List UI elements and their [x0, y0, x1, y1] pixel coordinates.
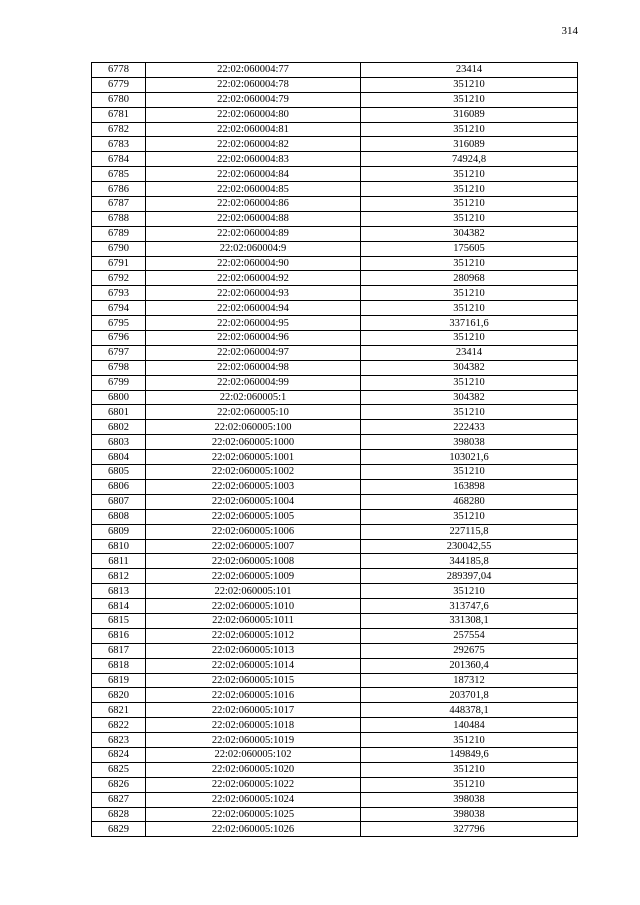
- table-row: [92, 599, 578, 614]
- value-cell: 187312: [361, 673, 578, 688]
- row-number-cell: 6782: [92, 122, 146, 137]
- row-number-cell: 6819: [92, 673, 146, 688]
- cadastral-number-cell: 22:02:060005:1009: [146, 569, 361, 584]
- table-row: [92, 420, 578, 435]
- table-row: [92, 122, 578, 137]
- row-number-cell: 6800: [92, 390, 146, 405]
- row-number-cell: 6827: [92, 792, 146, 807]
- value-cell: 351210: [361, 465, 578, 480]
- value-cell: 351210: [361, 762, 578, 777]
- row-number-cell: 6807: [92, 494, 146, 509]
- row-number-cell: 6817: [92, 643, 146, 658]
- cadastral-number-cell: 22:02:060005:1005: [146, 509, 361, 524]
- value-cell: 331308,1: [361, 613, 578, 628]
- row-number-cell: 6780: [92, 92, 146, 107]
- cadastral-number-cell: 22:02:060005:1014: [146, 658, 361, 673]
- row-number-cell: 6798: [92, 360, 146, 375]
- value-cell: 23414: [361, 63, 578, 78]
- row-number-cell: 6793: [92, 286, 146, 301]
- cadastral-number-cell: 22:02:060004:96: [146, 331, 361, 346]
- value-cell: 140484: [361, 718, 578, 733]
- table-row: [92, 673, 578, 688]
- table-row: [92, 762, 578, 777]
- value-cell: 103021,6: [361, 450, 578, 465]
- value-cell: 351210: [361, 122, 578, 137]
- cadastral-number-cell: 22:02:060005:1: [146, 390, 361, 405]
- value-cell: 351210: [361, 256, 578, 271]
- table-row: [92, 256, 578, 271]
- row-number-cell: 6825: [92, 762, 146, 777]
- table-row: [92, 77, 578, 92]
- row-number-cell: 6826: [92, 777, 146, 792]
- row-number-cell: 6802: [92, 420, 146, 435]
- cadastral-number-cell: 22:02:060005:1011: [146, 613, 361, 628]
- table-row: [92, 182, 578, 197]
- value-cell: 351210: [361, 405, 578, 420]
- cadastral-number-cell: 22:02:060004:85: [146, 182, 361, 197]
- cadastral-number-cell: 22:02:060005:1012: [146, 628, 361, 643]
- table-row: [92, 360, 578, 375]
- value-cell: 175605: [361, 241, 578, 256]
- cadastral-number-cell: 22:02:060005:1026: [146, 822, 361, 837]
- row-number-cell: 6823: [92, 733, 146, 748]
- cadastral-number-cell: 22:02:060005:1018: [146, 718, 361, 733]
- value-cell: 351210: [361, 182, 578, 197]
- table-row: [92, 167, 578, 182]
- row-number-cell: 6804: [92, 450, 146, 465]
- table-row: [92, 63, 578, 78]
- table-row: [92, 331, 578, 346]
- row-number-cell: 6818: [92, 658, 146, 673]
- row-number-cell: 6783: [92, 137, 146, 152]
- table-row: [92, 226, 578, 241]
- value-cell: 257554: [361, 628, 578, 643]
- cadastral-number-cell: 22:02:060005:1004: [146, 494, 361, 509]
- row-number-cell: 6822: [92, 718, 146, 733]
- table-row: [92, 405, 578, 420]
- table-row: [92, 747, 578, 762]
- table-row: [92, 390, 578, 405]
- cadastral-number-cell: 22:02:060005:10: [146, 405, 361, 420]
- table-row: [92, 435, 578, 450]
- row-number-cell: 6811: [92, 554, 146, 569]
- table-row: [92, 494, 578, 509]
- table-row: [92, 92, 578, 107]
- table-row: [92, 152, 578, 167]
- cadastral-number-cell: 22:02:060005:1013: [146, 643, 361, 658]
- row-number-cell: 6797: [92, 345, 146, 360]
- value-cell: 230042,55: [361, 539, 578, 554]
- value-cell: 351210: [361, 286, 578, 301]
- cadastral-number-cell: 22:02:060004:79: [146, 92, 361, 107]
- value-cell: 292675: [361, 643, 578, 658]
- row-number-cell: 6787: [92, 197, 146, 212]
- cadastral-number-cell: 22:02:060005:1007: [146, 539, 361, 554]
- row-number-cell: 6829: [92, 822, 146, 837]
- cadastral-number-cell: 22:02:060005:1010: [146, 599, 361, 614]
- row-number-cell: 6779: [92, 77, 146, 92]
- cadastral-number-cell: 22:02:060004:80: [146, 107, 361, 122]
- cadastral-number-cell: 22:02:060005:1016: [146, 688, 361, 703]
- row-number-cell: 6794: [92, 301, 146, 316]
- table-body: [92, 63, 578, 837]
- value-cell: 313747,6: [361, 599, 578, 614]
- row-number-cell: 6820: [92, 688, 146, 703]
- value-cell: 304382: [361, 360, 578, 375]
- cadastral-number-cell: 22:02:060005:1006: [146, 524, 361, 539]
- cadastral-number-cell: 22:02:060005:1015: [146, 673, 361, 688]
- cadastral-number-cell: 22:02:060004:98: [146, 360, 361, 375]
- table-row: [92, 628, 578, 643]
- table-row: [92, 137, 578, 152]
- table-row: [92, 241, 578, 256]
- value-cell: 351210: [361, 375, 578, 390]
- table-row: [92, 286, 578, 301]
- value-cell: 337161,6: [361, 316, 578, 331]
- value-cell: 351210: [361, 211, 578, 226]
- row-number-cell: 6790: [92, 241, 146, 256]
- cadastral-number-cell: 22:02:060004:9: [146, 241, 361, 256]
- table-row: [92, 613, 578, 628]
- value-cell: 316089: [361, 137, 578, 152]
- value-cell: 351210: [361, 509, 578, 524]
- row-number-cell: 6816: [92, 628, 146, 643]
- value-cell: 316089: [361, 107, 578, 122]
- value-cell: 163898: [361, 479, 578, 494]
- cadastral-number-cell: 22:02:060004:81: [146, 122, 361, 137]
- cadastral-number-cell: 22:02:060004:84: [146, 167, 361, 182]
- row-number-cell: 6785: [92, 167, 146, 182]
- cadastral-number-cell: 22:02:060004:89: [146, 226, 361, 241]
- table-row: [92, 316, 578, 331]
- table-row: [92, 524, 578, 539]
- cadastral-number-cell: 22:02:060005:102: [146, 747, 361, 762]
- row-number-cell: 6803: [92, 435, 146, 450]
- row-number-cell: 6824: [92, 747, 146, 762]
- cadastral-number-cell: 22:02:060005:1024: [146, 792, 361, 807]
- cadastral-number-cell: 22:02:060004:82: [146, 137, 361, 152]
- cadastral-number-cell: 22:02:060005:1020: [146, 762, 361, 777]
- cadastral-number-cell: 22:02:060004:99: [146, 375, 361, 390]
- table-row: [92, 643, 578, 658]
- value-cell: 327796: [361, 822, 578, 837]
- value-cell: 201360,4: [361, 658, 578, 673]
- row-number-cell: 6781: [92, 107, 146, 122]
- value-cell: 351210: [361, 777, 578, 792]
- table-row: [92, 569, 578, 584]
- table-row: [92, 658, 578, 673]
- row-number-cell: 6821: [92, 703, 146, 718]
- cadastral-number-cell: 22:02:060005:1003: [146, 479, 361, 494]
- table-row: [92, 509, 578, 524]
- value-cell: 227115,8: [361, 524, 578, 539]
- cadastral-number-cell: 22:02:060005:1008: [146, 554, 361, 569]
- value-cell: 351210: [361, 733, 578, 748]
- cadastral-number-cell: 22:02:060005:1002: [146, 465, 361, 480]
- row-number-cell: 6778: [92, 63, 146, 78]
- value-cell: 398038: [361, 792, 578, 807]
- row-number-cell: 6814: [92, 599, 146, 614]
- value-cell: 351210: [361, 301, 578, 316]
- row-number-cell: 6812: [92, 569, 146, 584]
- cadastral-number-cell: 22:02:060005:101: [146, 584, 361, 599]
- table-row: [92, 733, 578, 748]
- row-number-cell: 6806: [92, 479, 146, 494]
- table-row: [92, 479, 578, 494]
- table-row: [92, 539, 578, 554]
- table-row: [92, 465, 578, 480]
- cadastral-number-cell: 22:02:060004:94: [146, 301, 361, 316]
- value-cell: 23414: [361, 345, 578, 360]
- value-cell: 149849,6: [361, 747, 578, 762]
- cadastral-number-cell: 22:02:060005:1001: [146, 450, 361, 465]
- value-cell: 344185,8: [361, 554, 578, 569]
- value-cell: 398038: [361, 807, 578, 822]
- cadastral-number-cell: 22:02:060005:1022: [146, 777, 361, 792]
- table-row: [92, 450, 578, 465]
- cadastral-number-cell: 22:02:060004:88: [146, 211, 361, 226]
- value-cell: 351210: [361, 584, 578, 599]
- cadastral-number-cell: 22:02:060005:1000: [146, 435, 361, 450]
- table-row: [92, 777, 578, 792]
- row-number-cell: 6789: [92, 226, 146, 241]
- cadastral-number-cell: 22:02:060004:83: [146, 152, 361, 167]
- cadastral-number-cell: 22:02:060005:1017: [146, 703, 361, 718]
- page-number: 314: [561, 25, 578, 37]
- cadastral-number-cell: 22:02:060004:78: [146, 77, 361, 92]
- row-number-cell: 6808: [92, 509, 146, 524]
- cadastral-number-cell: 22:02:060004:93: [146, 286, 361, 301]
- table-row: [92, 375, 578, 390]
- table-row: [92, 822, 578, 837]
- value-cell: 398038: [361, 435, 578, 450]
- cadastral-number-cell: 22:02:060005:1025: [146, 807, 361, 822]
- cadastral-number-cell: 22:02:060004:95: [146, 316, 361, 331]
- cadastral-number-cell: 22:02:060004:97: [146, 345, 361, 360]
- row-number-cell: 6796: [92, 331, 146, 346]
- row-number-cell: 6784: [92, 152, 146, 167]
- row-number-cell: 6792: [92, 271, 146, 286]
- value-cell: 448378,1: [361, 703, 578, 718]
- row-number-cell: 6813: [92, 584, 146, 599]
- value-cell: 351210: [361, 77, 578, 92]
- value-cell: 304382: [361, 390, 578, 405]
- table-row: [92, 197, 578, 212]
- table-row: [92, 718, 578, 733]
- value-cell: 351210: [361, 92, 578, 107]
- cadastral-number-cell: 22:02:060004:90: [146, 256, 361, 271]
- cadastral-number-cell: 22:02:060005:100: [146, 420, 361, 435]
- table-row: [92, 807, 578, 822]
- row-number-cell: 6788: [92, 211, 146, 226]
- value-cell: 351210: [361, 197, 578, 212]
- row-number-cell: 6801: [92, 405, 146, 420]
- value-cell: 74924,8: [361, 152, 578, 167]
- row-number-cell: 6815: [92, 613, 146, 628]
- table-row: [92, 107, 578, 122]
- row-number-cell: 6809: [92, 524, 146, 539]
- value-cell: 468280: [361, 494, 578, 509]
- table-row: [92, 211, 578, 226]
- value-cell: 289397,04: [361, 569, 578, 584]
- table-row: [92, 792, 578, 807]
- row-number-cell: 6810: [92, 539, 146, 554]
- table-row: [92, 554, 578, 569]
- table-row: [92, 703, 578, 718]
- row-number-cell: 6805: [92, 465, 146, 480]
- value-cell: 304382: [361, 226, 578, 241]
- value-cell: 222433: [361, 420, 578, 435]
- row-number-cell: 6795: [92, 316, 146, 331]
- cadastral-number-cell: 22:02:060005:1019: [146, 733, 361, 748]
- cadastral-number-cell: 22:02:060004:77: [146, 63, 361, 78]
- table-row: [92, 584, 578, 599]
- row-number-cell: 6786: [92, 182, 146, 197]
- table-row: [92, 688, 578, 703]
- cadastral-number-cell: 22:02:060004:86: [146, 197, 361, 212]
- table-row: [92, 301, 578, 316]
- row-number-cell: 6791: [92, 256, 146, 271]
- table-row: [92, 271, 578, 286]
- cadastral-number-cell: 22:02:060004:92: [146, 271, 361, 286]
- value-cell: 280968: [361, 271, 578, 286]
- value-cell: 351210: [361, 167, 578, 182]
- row-number-cell: 6828: [92, 807, 146, 822]
- value-cell: 203701,8: [361, 688, 578, 703]
- value-cell: 351210: [361, 331, 578, 346]
- cadastral-value-table: [91, 62, 578, 837]
- row-number-cell: 6799: [92, 375, 146, 390]
- table-row: [92, 345, 578, 360]
